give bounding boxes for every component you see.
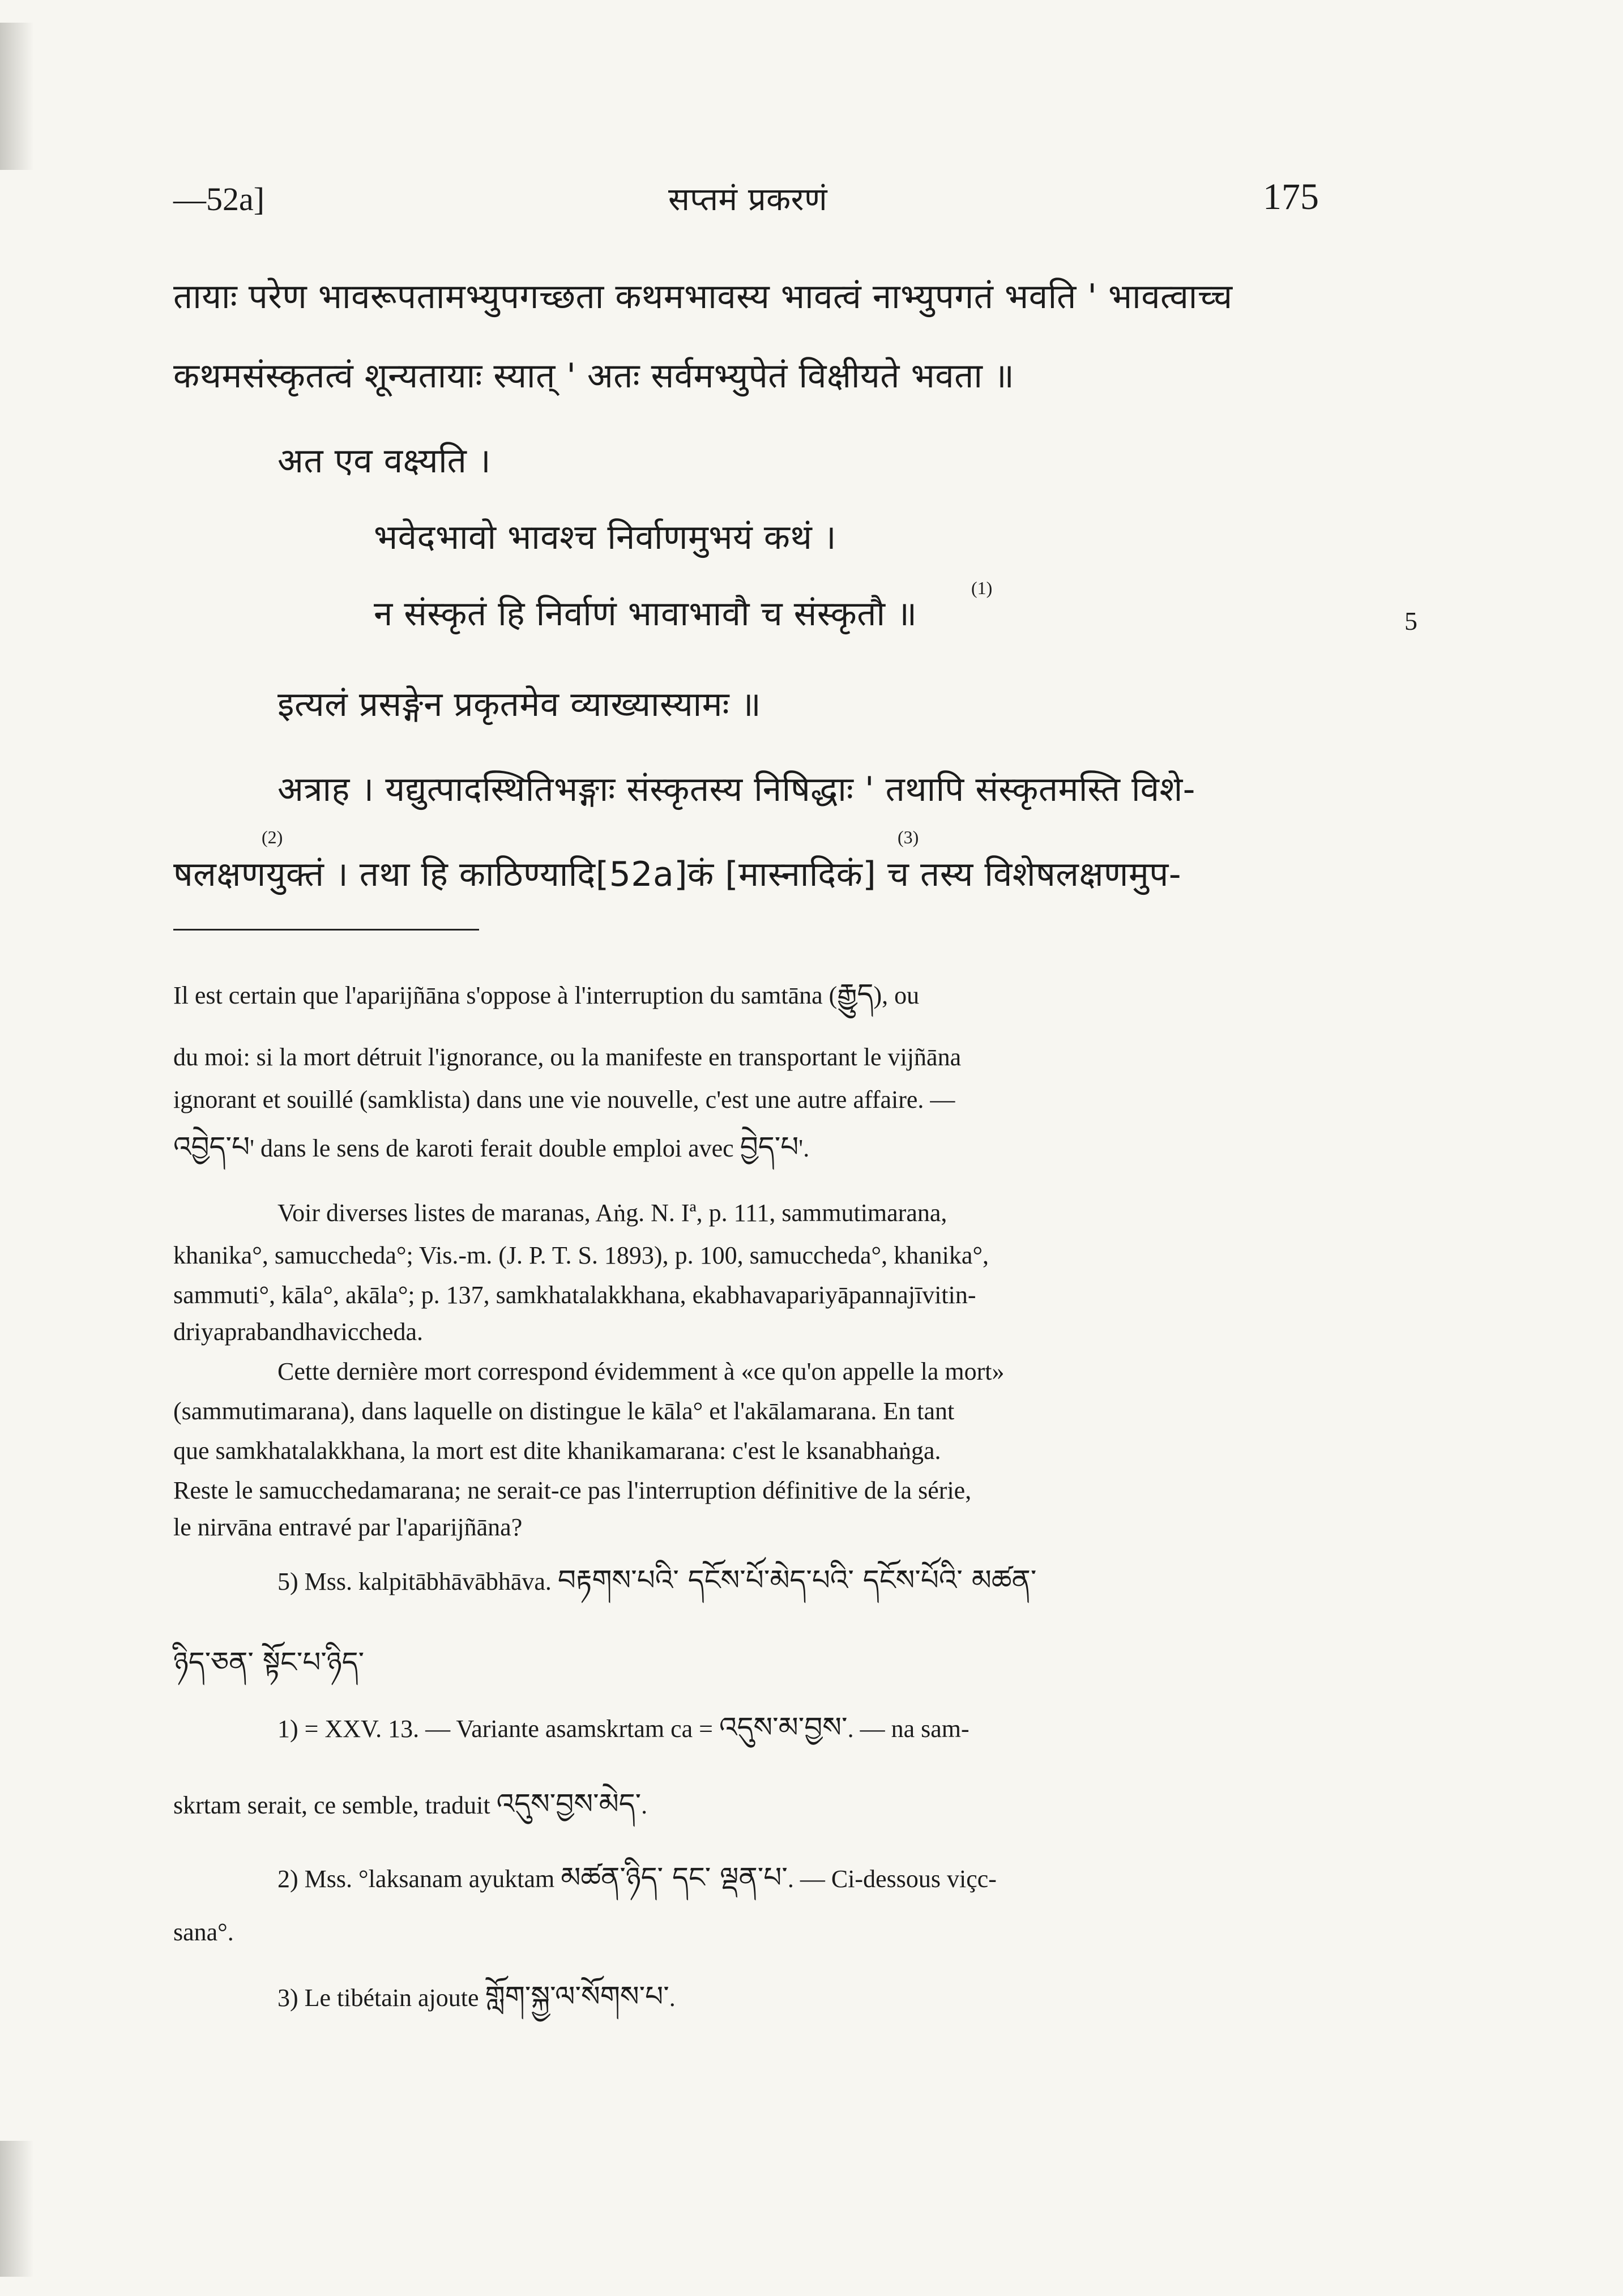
line-number: 5 [1404,607,1417,635]
footnote-1-line1 [277,1713,969,1742]
footnote-p1-line2: du moi: si la mort détruit l'ignorance, ou la manifeste en transportant le vijñāna [173,1043,962,1071]
footnote-p3-line5: le nirvāna entravé par l'aparijñāna? [173,1513,523,1541]
tibetan-text: འབྱེད་པ [173,1130,250,1163]
fn-text: . [641,1791,648,1819]
text-line-3: अत एव वक्ष्यति । [277,441,492,481]
footnote-p2-line4: driyaprabandhaviccheda. [173,1318,423,1346]
text-line-1: तायाः परेण भावरूपतामभ्युपगच्छता कथमभावस्य भावत्वं नाभ्युपगतं भवति ' भावत्वाच्च [173,277,1233,317]
text-line-2: कथमसंस्कृतत्वं शून्यतायाः स्यात् ' अतः सर्वमभ्युपेतं विक्षीयते भवता ॥ [173,356,1015,396]
header-section: —52a] [173,181,265,217]
fn-text: . — Ci-dessous viçc- [787,1865,997,1893]
tibetan-text: རྒྱུད [837,978,874,1010]
tibetan-text: འདུས་མ་བྱས་ [719,1711,848,1744]
footnote-5-line1 [277,1564,1037,1597]
footnote-p3-line1: Cette dernière mort correspond évidemment à «ce qu'on appelle la mort» [277,1358,1005,1385]
fn-text: 1) = XXV. 13. — Variante asamskrtam ca = [277,1715,713,1743]
footnote-3-line1 [277,1982,676,2011]
tibetan-text: འདུས་བྱས་མེད་ [496,1787,642,1820]
footnote-p2-line2: khanika°, samuccheda°; Vis.-m. (J. P. T. S. 1893), p. 100, samuccheda°, khanika°, [173,1241,989,1269]
fn-text: 5) Mss. kalpitābhāvābhāva. [277,1568,552,1595]
footnote-p2-line1: Voir diverses listes de maranas, Aṅg. N. Iª, p. 111, sammutimarana, [277,1199,947,1227]
tibetan-text: བྱེད་པ [740,1130,799,1163]
footnote-p3-line3: que samkhatalakkhana, la mort est dite khanikamarana: c'est le ksanabhaṅga. [173,1437,941,1465]
fn-text: '. [798,1134,810,1162]
fn-text: ), ou [873,981,920,1009]
verse-line-2: न संस्कृतं हि निर्वाणं भावाभावौ च संस्कृतौ ॥ [374,594,917,634]
tibetan-text: བརྟགས་པའི་ དངོས་པོ་མེད་པའི་ དངོས་པོའི་ མཚན་ [557,1564,1037,1597]
fn-text: ' dans le sens de karoti ferait double emploi avec [250,1134,734,1162]
text-line-5: अत्राह । यद्युत्पादस्थितिभङ्गाः संस्कृतस्य निषिद्धाः ' तथापि संस्कृतमस्ति विशे- [277,770,1195,809]
scan-edge-bottom [0,2141,34,2277]
footnote-p3-line2: (sammutimarana), dans laquelle on distingue le kāla° et l'akālamarana. En tant [173,1397,955,1425]
page-number: 175 [1263,176,1319,217]
footnote-p1-line3: ignorant et souillé (samklista) dans une vie nouvelle, c'est une autre affaire. — [173,1086,955,1113]
footnote-2-line2: sana°. [173,1918,234,1946]
footnote-divider [173,929,479,931]
fn-text: 2) Mss. °laksanam ayuktam [277,1865,555,1893]
fn-text: . [669,1984,676,2012]
footnote-p1-line1 [173,980,919,1008]
verse-line-1: भवेदभावो भावश्च निर्वाणमुभयं कथं । [374,518,837,557]
footnote-p3-line4: Reste le samucchedamarana; ne serait-ce pas l'interruption définitive de la série, [173,1476,972,1504]
note-marker-2: (2) [262,827,283,847]
fn-text: 3) Le tibétain ajoute [277,1984,479,2012]
footnote-5-line2: ཉིད་ཅན་ སྟོང་པ་ཉིད་ [173,1646,365,1679]
tibetan-text: གློག་སྐྱ་ལ་སོགས་པ་ [485,1980,669,2013]
footnote-1-line2 [173,1787,648,1820]
fn-text: . — na sam- [847,1715,969,1743]
verse-note-marker: (1) [971,578,993,598]
tibetan-text: མཚན་ཉིད་ དང་ ལྡན་པ་ [561,1861,788,1894]
fn-text: Il est certain que l'aparijñāna s'oppose à l'interruption du samtāna ( [173,981,838,1009]
header-title: सप्तमं प्रकरणं [668,181,828,218]
footnote-2-line1 [277,1863,997,1892]
scan-edge-top [0,23,34,170]
footnote-p1-line4 [173,1130,810,1163]
text-line-6: षलक्षणयुक्तं । तथा हि काठिण्यादि[52a]कं [मास्नादिकं] च तस्य विशेषलक्षणमुप- [173,855,1181,894]
footnote-p2-line3: sammuti°, kāla°, akāla°; p. 137, samkhatalakkhana, ekabhavapariyāpannajīvitin- [173,1281,976,1309]
fn-text: skrtam serait, ce semble, traduit [173,1791,490,1819]
note-marker-3: (3) [898,827,919,847]
text-line-4: इत्यलं प्रसङ्गेन प्रकृतमेव व्याख्यास्यामः ॥ [277,685,762,724]
